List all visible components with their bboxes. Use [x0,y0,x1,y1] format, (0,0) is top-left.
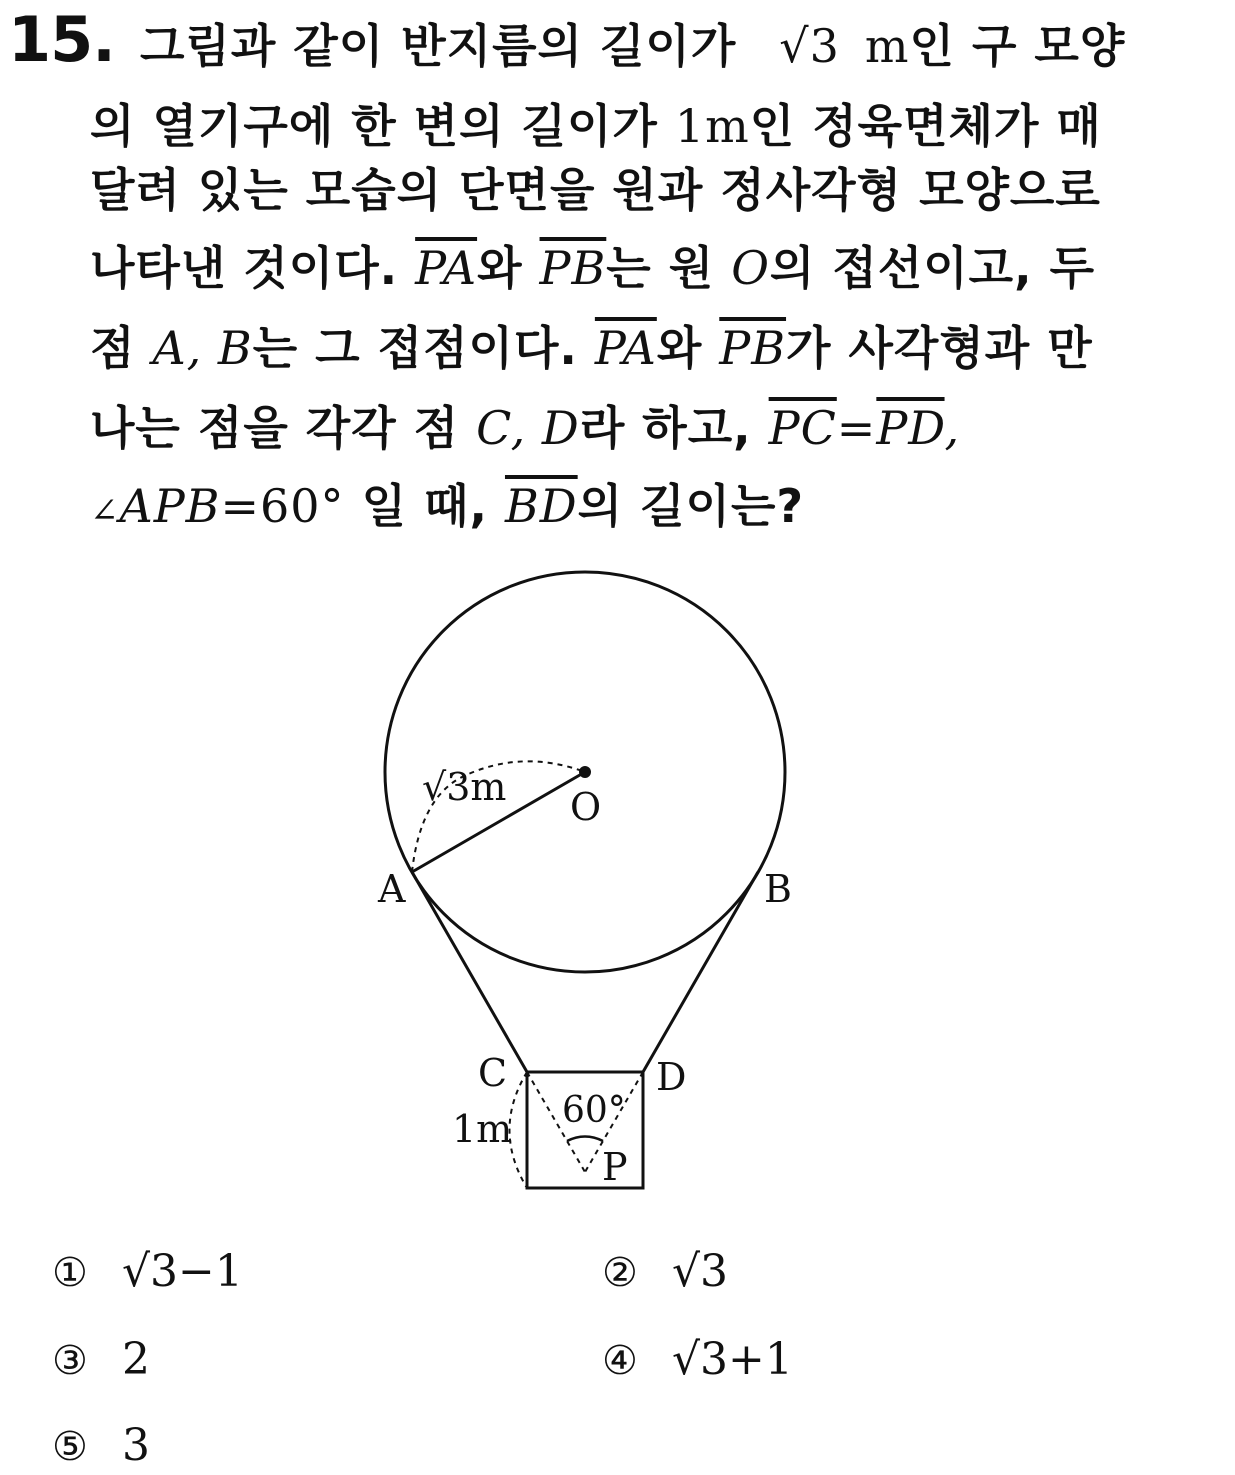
angle-arc-p [567,1137,603,1142]
choice-number: ④ [602,1338,638,1384]
side-label: 1m [452,1107,513,1151]
equals-sign: = [836,401,877,455]
text-segment: 는 원 [606,241,715,295]
choice-2[interactable] [602,1244,728,1301]
label-b: B [764,867,792,911]
segment-pb: $\overline{PB}$ [539,241,607,295]
text-segment: 가 사각형과 만 [786,321,1093,375]
label-c: C [478,1051,508,1095]
segment-pd: $\overline{PD}$ [876,401,945,455]
choice-5[interactable] [52,1418,150,1475]
radius-label: √3m [422,765,507,809]
angle-symbol: ∠ [90,491,120,531]
points-ab: A, B [152,321,253,375]
text-segment: 나는 점을 각각 점 [90,401,460,455]
problem-number: 15. [8,3,115,76]
text-segment: 인 정육면체가 매 [749,99,1102,153]
choice-text: 2 [122,1334,150,1385]
text-segment: 인 구 모양 [909,19,1126,73]
choice-text: √3+1 [672,1334,793,1385]
segment-pa: $\overline{PA}$ [594,321,657,375]
length-1m: 1m [674,99,750,153]
text-segment: 의 접선이고, 두 [769,241,1096,295]
text-segment: 와 [477,241,523,295]
choice-number: ② [602,1250,638,1296]
circle-o: O [731,241,770,295]
choice-number: ⑤ [52,1424,88,1470]
text-segment: 일 때, [361,479,488,533]
label-d: D [656,1055,687,1099]
choice-text: √3 [672,1246,729,1297]
choice-3[interactable] [52,1332,150,1389]
choice-4[interactable] [602,1332,793,1389]
sqrt3-value: √3 [779,19,840,73]
text-segment: 라 하고, [579,401,752,455]
segment-pa: $\overline{PA}$ [415,241,478,295]
choice-1[interactable] [52,1244,243,1301]
points-cd: C, D [476,401,580,455]
text-segment: 의 길이는? [577,479,805,533]
choice-number: ③ [52,1338,88,1384]
segment-pb: $\overline{PB}$ [719,321,787,375]
tangent-pb [643,872,758,1072]
segment-bd: $\overline{BD}$ [504,479,578,533]
text-segment: 는 그 접점이다. [252,321,578,375]
angle-label: 60° [562,1090,626,1131]
angle-apb: APB [119,479,221,533]
tangent-pa [412,872,527,1072]
choice-text: √3−1 [122,1246,243,1297]
text-segment: 점 [90,321,136,375]
choice-number: ① [52,1250,88,1296]
choice-text: 3 [122,1420,150,1471]
angle-value: =60° [220,479,345,533]
label-o: O [570,785,602,829]
segment-pc: $\overline{PC}$ [768,401,837,455]
text-segment: 그림과 같이 반지름의 길이가 [140,19,737,73]
text-segment: 의 열기구에 한 변의 길이가 [90,99,658,153]
text-segment: 달려 있는 모습의 단면을 원과 정사각형 모양으로 [90,163,1101,217]
unit-m: m [864,19,910,73]
text-segment: 나타낸 것이다. [90,241,399,295]
text-segment: 와 [656,321,703,375]
label-p: P [602,1145,628,1189]
label-a: A [378,867,406,911]
comma: , [944,401,961,455]
